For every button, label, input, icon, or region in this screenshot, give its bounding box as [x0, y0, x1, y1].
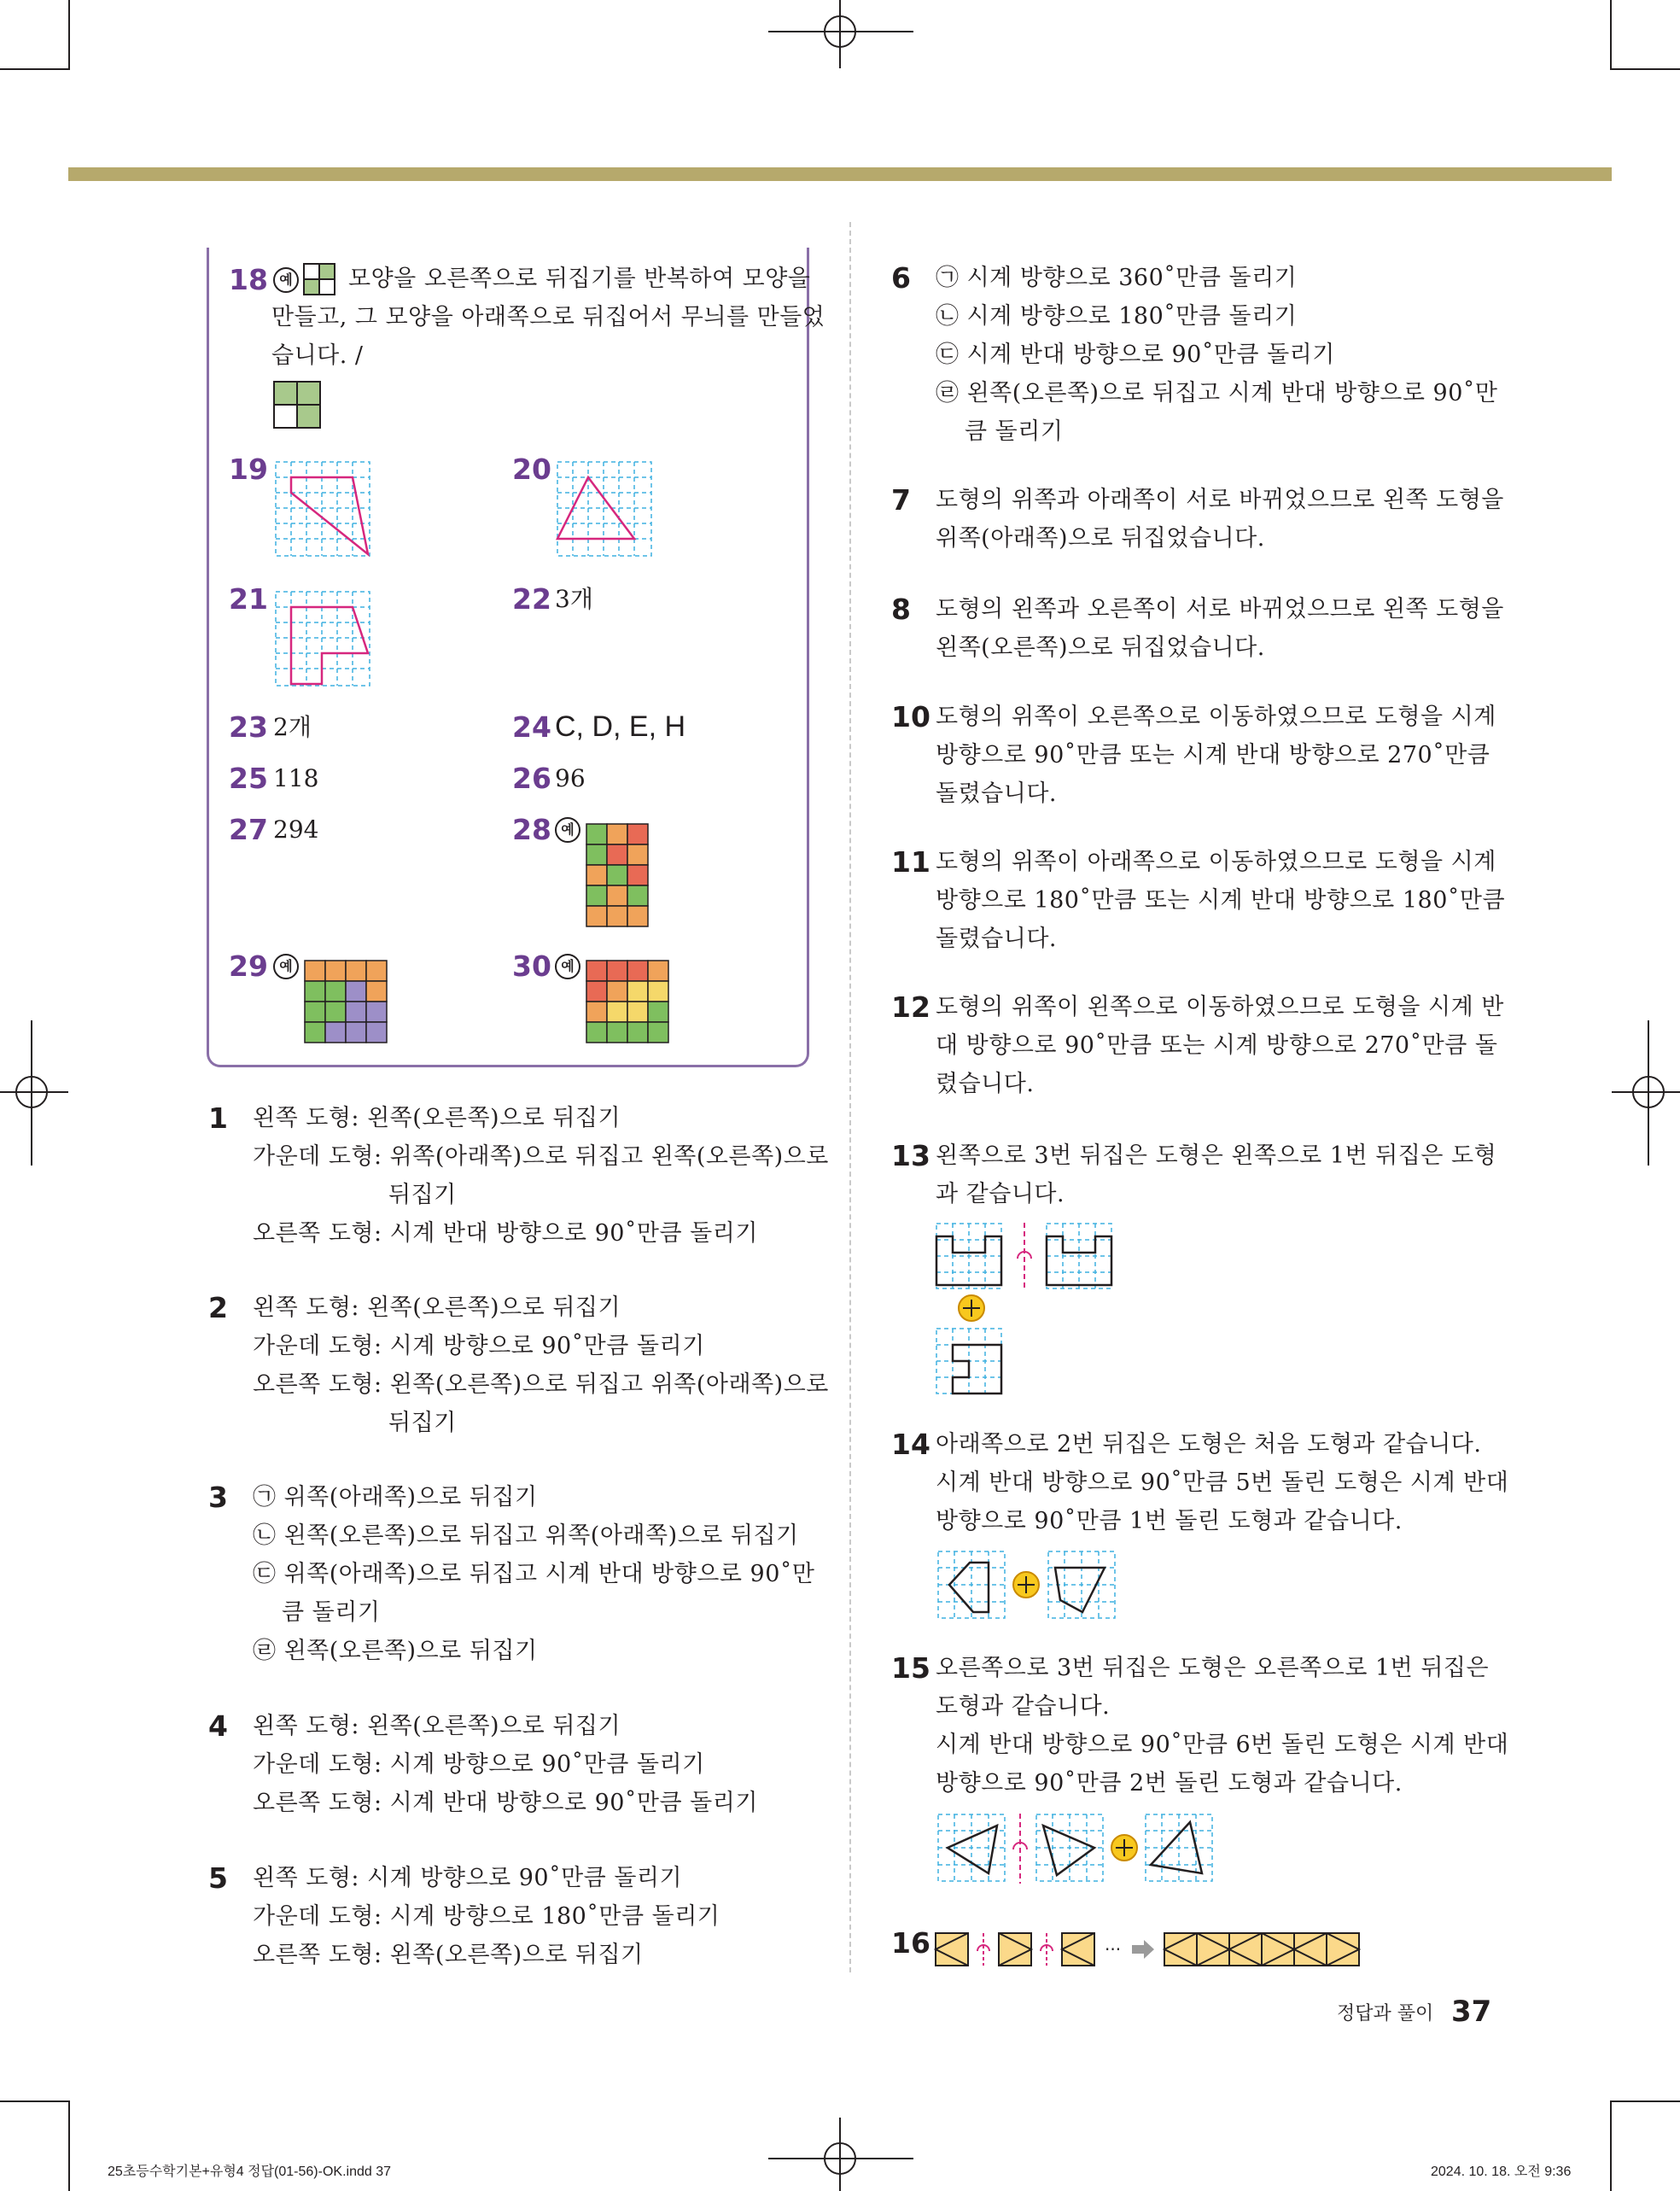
- crop-mark: [0, 68, 70, 70]
- answer-text: 습니다. /: [271, 342, 364, 369]
- grid-figure-19: [275, 461, 370, 557]
- question-number: 28: [512, 813, 551, 846]
- example-mark: 예: [273, 267, 299, 293]
- question-number: 11: [891, 845, 930, 879]
- registration-mark-left: [0, 1020, 68, 1166]
- answer-text: 가운데 도형: 시계 방향으로 180˚만큼 돌리기: [253, 1903, 720, 1930]
- question-number: 1: [208, 1101, 228, 1135]
- answer-text: 대 방향으로 90˚만큼 또는 시계 방향으로 270˚만큼 돌: [936, 1032, 1498, 1059]
- flip-diagram-13: [936, 1223, 1115, 1402]
- answer-text: 아래쪽으로 2번 뒤집은 도형은 처음 도형과 같습니다.: [936, 1431, 1482, 1458]
- answer-text: 모양을 오른쪽으로 뒤집기를 반복하여 모양을: [348, 266, 811, 292]
- header-bar: [68, 167, 1612, 181]
- print-file-name: 25초등수학기본+유형4 정답(01-56)-OK.indd 37: [108, 2165, 392, 2179]
- question-number: 8: [891, 593, 911, 626]
- choice-marker: ㉢: [253, 1561, 277, 1587]
- question-number: 30: [512, 949, 551, 983]
- page-footer-label: 정답과 풀이: [1337, 2003, 1434, 2024]
- grid-figure-20: [557, 461, 652, 557]
- flip-sequence-16: [934, 1931, 1381, 1967]
- crop-mark: [68, 2100, 70, 2191]
- question-number: 19: [229, 453, 268, 486]
- question-number: 7: [891, 483, 911, 517]
- answer-text: 큼 돌리기: [965, 418, 1064, 445]
- answer-text: [253, 1519, 799, 1553]
- choice-marker: ㉣: [936, 380, 960, 406]
- answer-text: 가운데 도형: 시계 방향으로 90˚만큼 돌리기: [253, 1751, 705, 1778]
- print-timestamp: 2024. 10. 18. 오전 9:36: [1431, 2165, 1572, 2179]
- answer-text: 도형의 위쪽이 왼쪽으로 이동하였으므로 도형을 시계 반: [936, 994, 1504, 1020]
- answer-text: 왼쪽 도형: 시계 방향으로 90˚만큼 돌리기: [253, 1865, 683, 1891]
- answer-text: 오른쪽 도형: 왼쪽(오른쪽)으로 뒤집기: [253, 1942, 644, 1968]
- answer-text: 뒤집기: [388, 1410, 457, 1436]
- answer-text: 위쪽(아래쪽)으로 뒤집고 시계 반대 방향으로 90˚만: [283, 1561, 815, 1587]
- choice-marker: ㉡: [936, 303, 960, 330]
- question-number: 25: [229, 762, 268, 795]
- question-number: 18: [229, 263, 268, 296]
- choice-marker: ㉡: [253, 1522, 277, 1549]
- answer-text: 왼쪽 도형: 왼쪽(오른쪽)으로 뒤집기: [253, 1294, 621, 1321]
- answer-text: [936, 300, 1297, 334]
- ellipsis-text: ···: [1105, 1939, 1122, 1960]
- question-number: 5: [208, 1861, 228, 1895]
- question-number: 2: [208, 1291, 228, 1324]
- answer-text: 오른쪽 도형: 시계 반대 방향으로 90˚만큼 돌리기: [253, 1790, 758, 1816]
- pattern-answer-figure: [273, 381, 321, 429]
- flip-turn-diagram-15: [937, 1814, 1216, 1885]
- crop-mark: [0, 2100, 70, 2102]
- page-number: 37: [1451, 1995, 1492, 2029]
- answer-text: 방향으로 90˚만큼 1번 돌린 도형과 같습니다.: [936, 1508, 1403, 1534]
- choice-marker: ㉠: [253, 1484, 277, 1510]
- quarter-square-pattern-icon: [303, 263, 335, 295]
- question-number: 20: [512, 453, 551, 486]
- question-number: 23: [229, 710, 268, 744]
- answer-text: 시계 방향으로 360˚만큼 돌리기: [966, 265, 1298, 291]
- answer-text: 방향으로 180˚만큼 또는 시계 반대 방향으로 180˚만큼: [936, 887, 1506, 914]
- answer-value: 118: [273, 764, 319, 792]
- crop-mark: [1610, 68, 1680, 70]
- question-number: 29: [229, 949, 268, 983]
- question-number: 16: [891, 1926, 930, 1960]
- column-divider: [849, 222, 851, 1972]
- registration-mark-bottom: [768, 2118, 913, 2191]
- answer-text: 돌렸습니다.: [936, 926, 1057, 952]
- answer-text: 돌렸습니다.: [936, 780, 1057, 807]
- answer-text: [253, 1481, 538, 1515]
- answer-text: [253, 1634, 538, 1668]
- answer-text: 과 같습니다.: [936, 1181, 1065, 1207]
- grid-figure-21: [275, 591, 370, 687]
- answer-value: 294: [273, 815, 319, 844]
- answer-value: 96: [555, 764, 586, 792]
- crop-mark: [1610, 0, 1612, 70]
- question-number: 12: [891, 990, 930, 1024]
- answer-text: 방향으로 90˚만큼 또는 시계 반대 방향으로 270˚만큼: [936, 742, 1490, 768]
- answer-text: 시계 반대 방향으로 90˚만큼 돌리기: [966, 342, 1335, 368]
- answer-text: 왼쪽 도형: 왼쪽(오른쪽)으로 뒤집기: [253, 1713, 621, 1739]
- question-number: 27: [229, 813, 268, 846]
- question-number: 4: [208, 1709, 228, 1743]
- answer-text: 시계 반대 방향으로 90˚만큼 6번 돌린 도형은 시계 반대: [936, 1732, 1509, 1758]
- answer-text: 위쪽(아래쪽)으로 뒤집기: [283, 1484, 538, 1510]
- question-number: 13: [891, 1139, 930, 1172]
- turn-diagram-14: [937, 1551, 1117, 1622]
- example-mark: 예: [555, 954, 580, 979]
- registration-mark-right: [1612, 1020, 1680, 1166]
- answer-text: 가운데 도형: 위쪽(아래쪽)으로 뒤집고 왼쪽(오른쪽)으로: [253, 1143, 829, 1170]
- answer-text: 왼쪽 도형: 왼쪽(오른쪽)으로 뒤집기: [253, 1105, 621, 1131]
- answer-value: 3개: [555, 585, 593, 613]
- crop-mark: [1610, 2100, 1612, 2191]
- answer-text: 가운데 도형: 시계 방향으로 90˚만큼 돌리기: [253, 1333, 705, 1359]
- question-number: 21: [229, 582, 268, 616]
- question-number: 3: [208, 1481, 228, 1514]
- answer-value: C, D, E, H: [555, 710, 686, 743]
- answer-text: 오른쪽 도형: 시계 반대 방향으로 90˚만큼 돌리기: [253, 1220, 758, 1247]
- answer-text: [253, 1557, 815, 1592]
- example-mark: 예: [555, 817, 580, 843]
- question-number: 26: [512, 762, 551, 795]
- tile-pattern-30: [586, 960, 669, 1043]
- answer-text: 도형의 위쪽이 오른쪽으로 이동하였으므로 도형을 시계: [936, 704, 1496, 730]
- answer-text: 왼쪽으로 3번 뒤집은 도형은 왼쪽으로 1번 뒤집은 도형: [936, 1142, 1497, 1169]
- answer-text: 왼쪽(오른쪽)으로 뒤집고 위쪽(아래쪽)으로 뒤집기: [283, 1522, 799, 1549]
- choice-marker: ㉠: [936, 265, 960, 291]
- answer-text: 왼쪽(오른쪽)으로 뒤집기: [283, 1638, 538, 1664]
- answer-text: 큼 돌리기: [282, 1599, 381, 1626]
- answer-text: 도형의 왼쪽과 오른쪽이 서로 바뀌었으므로 왼쪽 도형을: [936, 596, 1504, 622]
- question-number: 6: [891, 261, 911, 295]
- answer-text: 오른쪽 도형: 왼쪽(오른쪽)으로 뒤집고 위쪽(아래쪽)으로: [253, 1371, 829, 1398]
- answer-text: 만들고, 그 모양을 아래쪽으로 뒤집어서 무늬를 만들었: [271, 304, 825, 330]
- answer-text: 왼쪽(오른쪽)으로 뒤집고 시계 반대 방향으로 90˚만: [966, 380, 1498, 406]
- answer-text: [936, 377, 1498, 411]
- answer-text: 도형과 같습니다.: [936, 1693, 1111, 1720]
- answer-text: 렸습니다.: [936, 1071, 1035, 1097]
- answer-value: 2개: [273, 713, 312, 741]
- answer-text: 도형의 위쪽이 아래쪽으로 이동하였으므로 도형을 시계: [936, 849, 1496, 875]
- crop-mark: [68, 0, 70, 70]
- question-number: 10: [891, 700, 930, 733]
- answer-text: 왼쪽(오른쪽)으로 뒤집었습니다.: [936, 634, 1265, 661]
- choice-marker: ㉣: [253, 1638, 277, 1664]
- choice-marker: ㉢: [936, 342, 960, 368]
- question-number: 22: [512, 582, 551, 616]
- answer-text: 시계 방향으로 180˚만큼 돌리기: [966, 303, 1298, 330]
- registration-mark-top: [768, 0, 913, 68]
- tile-pattern-29: [304, 960, 388, 1043]
- answer-text: 뒤집기: [388, 1182, 457, 1208]
- answer-text: [936, 338, 1335, 372]
- answer-text: 오른쪽으로 3번 뒤집은 도형은 오른쪽으로 1번 뒤집은: [936, 1655, 1490, 1681]
- answer-text: 시계 반대 방향으로 90˚만큼 5번 돌린 도형은 시계 반대: [936, 1469, 1509, 1496]
- question-number: 14: [891, 1428, 930, 1461]
- answer-text: 방향으로 90˚만큼 2번 돌린 도형과 같습니다.: [936, 1770, 1403, 1797]
- crop-mark: [1610, 2100, 1680, 2102]
- tile-pattern-28: [586, 823, 650, 927]
- question-number: 24: [512, 710, 551, 744]
- answer-text: [936, 261, 1297, 295]
- question-number: 15: [891, 1651, 930, 1685]
- answer-text: 도형의 위쪽과 아래쪽이 서로 바뀌었으므로 왼쪽 도형을: [936, 487, 1504, 513]
- answer-text: 위쪽(아래쪽)으로 뒤집었습니다.: [936, 525, 1265, 552]
- example-mark: 예: [273, 954, 299, 979]
